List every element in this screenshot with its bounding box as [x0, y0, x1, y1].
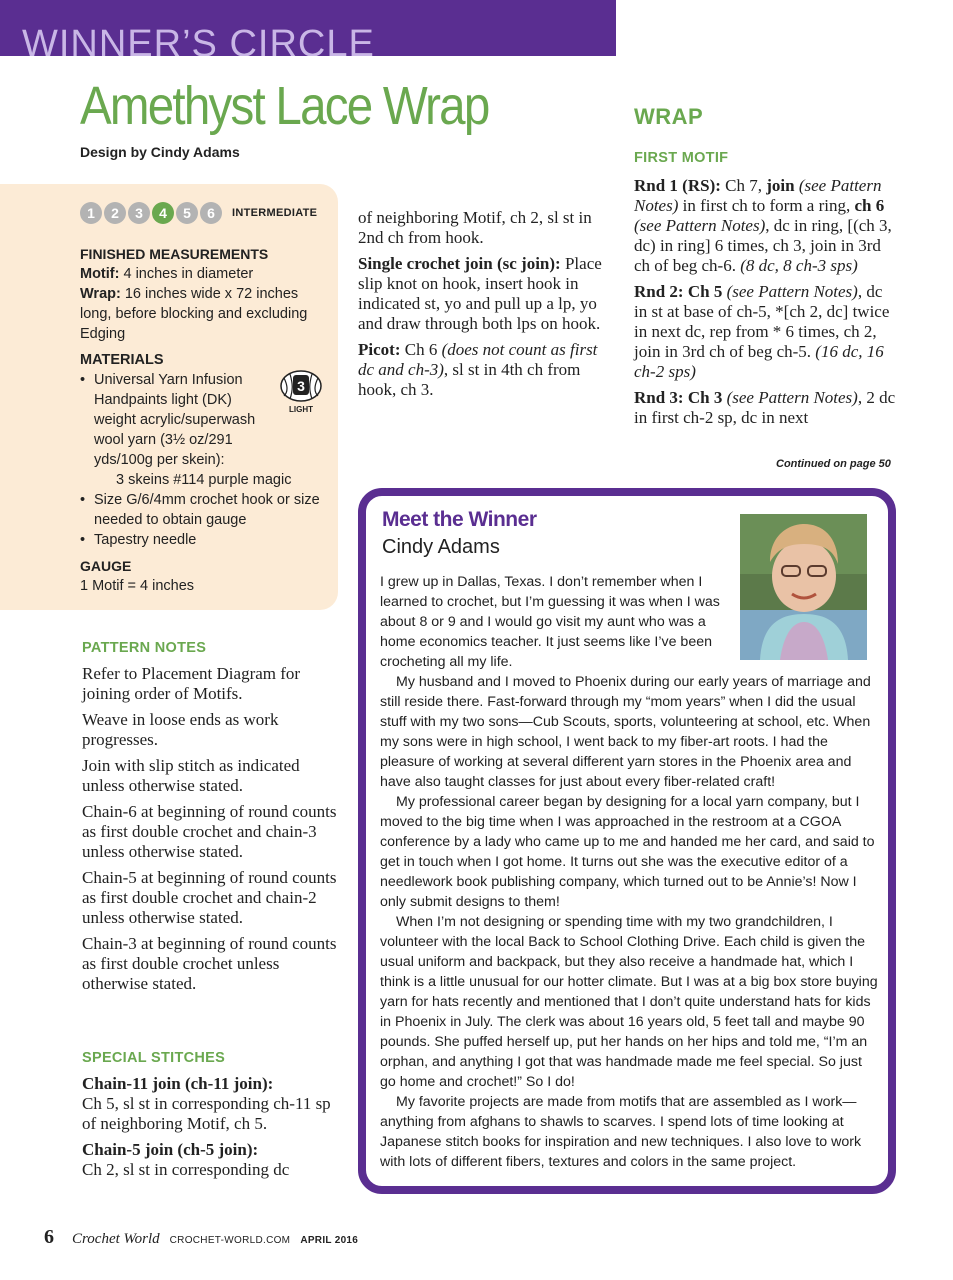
magazine-name: Crochet World — [72, 1231, 160, 1247]
note-item: Join with slip stitch as indicated unless otherwise stated. — [82, 756, 300, 795]
measurements-heading: FINISHED MEASUREMENTS — [80, 246, 269, 262]
winner-story — [380, 572, 878, 1172]
motif-label: Motif: — [80, 266, 120, 282]
continued-note: Continued on page 50 — [776, 458, 891, 470]
ch11-label: Chain-11 join (ch-11 join): — [82, 1074, 274, 1093]
skill-dot: 5 — [176, 202, 198, 224]
pattern-notes — [82, 664, 344, 1000]
ch5-label: Chain-5 join (ch-5 join): — [82, 1140, 259, 1159]
story-paragraph: My professional career began by designing for a local yarn company, but I moved to the big time when I was approached in the restroom at a CGOA conference by a lady who came up to me and handed me her card, and said to get in touch when I got home. It turns out she was the executive editor of a needlework book publishing company, which turned out to be Annie’s! Now I only submit designs to them! — [380, 794, 875, 910]
wrap-value: 16 inches wide x 72 inches long, before blocking and excluding Edging — [80, 286, 308, 342]
note-item: Chain-3 at beginning of round counts as first double crochet unless otherwise stated. — [82, 934, 337, 993]
wrap-instructions — [634, 176, 896, 434]
round-2: Rnd 2: Ch 5 (see Pattern Notes), dc in st at base of ch-5, *[ch 2, dc] twice in next dc, rep from * 6 times, ch 2, join in 3rd ch of beg ch-5. (16 dc, 16 ch-2 sps) — [634, 282, 890, 381]
finished-measurements — [80, 244, 330, 344]
round-1: Rnd 1 (RS): Ch 7, join (see Pattern Notes) in first ch to form a ring, ch 6 (see Pattern Notes), dc in ring, [(ch 3, dc) in ring] 6 times, ch 3, join in 3rd ch of beg ch-6. (8 dc, 8 ch-3 sps) — [634, 176, 892, 275]
materials-heading: MATERIALS — [80, 352, 164, 368]
skill-dot: 1 — [80, 202, 102, 224]
story-paragraph: My husband and I moved to Phoenix during our early years of marriage and still reside there. Fast-forward through my “mom years” when I did the usual stuff with my two sons—Cub Scouts, sports, volunteering at school, etc. When my sons were in high school, I went back to my fiber-art roots. I had the pleasure of working at several different yarn stores in the Phoenix area and have also taught classes for just about every fiber-related craft! — [380, 674, 871, 790]
special-stitches — [82, 1074, 344, 1186]
wrap-heading: WRAP — [634, 104, 704, 129]
page-footer — [44, 1226, 358, 1249]
magazine-url: CROCHET-WORLD.COM — [169, 1235, 291, 1246]
note-item: Refer to Placement Diagram for joining order of Motifs. — [82, 664, 301, 703]
motif-value: 4 inches in diameter — [119, 266, 254, 282]
ch5-text: Ch 2, sl st in corresponding dc — [82, 1160, 290, 1179]
gauge-value: 1 Motif = 4 inches — [80, 578, 195, 594]
story-paragraph: My favorite projects are made from motifs that are assembled as I work—anything from afghans to shawls to scarves. I spend lots of time looking at Japanese stitch books for inspiration and new techniques. I also love to work with lots of different fibers, textures and colors in the same project. — [380, 1094, 862, 1170]
gauge-heading: GAUGE — [80, 558, 132, 574]
yarn-weight-number: 3 — [297, 378, 305, 394]
skill-label: INTERMEDIATE — [232, 207, 318, 219]
gauge — [80, 556, 194, 596]
sc-text: Place slip knot on hook, insert hook in indicated st, yo and pull up a lp, yo and draw through both lps on hook. — [358, 254, 602, 333]
wrap-label: Wrap: — [80, 286, 121, 302]
skill-dot: 6 — [200, 202, 222, 224]
sc-label: Single crochet join (sc join): — [358, 254, 561, 273]
skill-dot: 2 — [104, 202, 126, 224]
materials-list — [80, 370, 330, 550]
yarn-weight-label: LIGHT — [289, 405, 313, 414]
note-item: Weave in loose ends as work progresses. — [82, 710, 279, 749]
materials-subitem: 3 skeins #114 purple magic — [116, 472, 292, 488]
issue-date: APRIL 2016 — [300, 1235, 359, 1246]
round-3: Rnd 3: Ch 3 (see Pattern Notes), 2 dc in first ch-2 sp, dc in next — [634, 388, 896, 427]
page-number: 6 — [44, 1226, 54, 1248]
pattern-notes-heading: PATTERN NOTES — [82, 640, 207, 656]
stitches-column: of neighboring Motif, ch 2, sl st in 2nd ch from hook. Single crochet join (sc join): Place slip knot on hook, insert hook in indicated st, yo and pull up a lp, yo and draw through both lps on hook. Picot: Ch 6 (does not count as first dc and ch-3), sl st in 4th ch from hook, ch 3. — [358, 208, 614, 406]
note-item: Chain-6 at beginning of round counts as first double crochet and chain-3 unless otherwise stated. — [82, 802, 337, 861]
story-paragraph: I grew up in Dallas, Texas. I don’t remember when I learned to crochet, but I’m guessing it was when I was about 8 or 9 and I would go visit my aunt who was a home economics teacher. It just seems like I’ve been crocheting all my life. — [380, 574, 720, 670]
note-item: Chain-5 at beginning of round counts as first double crochet and chain-2 unless otherwise stated. — [82, 868, 337, 927]
meet-title: Meet the Winner — [382, 508, 537, 531]
skill-level — [80, 202, 317, 224]
skill-dot-active: 4 — [152, 202, 174, 224]
story-paragraph: When I’m not designing or spending time with my two grandchildren, I volunteer with the local Back to School Clothing Drive. Each child is given the usual uniform and backpack, but they also receive a handmade hat, which I think is a little unusual for our hotter climate. But I was at a big box store buying yarn for hats recently and mentioned that I don’t quite understand hats for kids in Phoenix in July. The clerk was about 16 years old, 5 feet tall and maybe 90 pounds. She puffed herself up, put her hands on her hips and told me, “I’m an orphan, and anything I got that was handmade made me feel special. So just go home and crochet!” So I do! — [380, 914, 878, 1090]
picot-label: Picot: — [358, 340, 401, 359]
header-banner — [0, 0, 616, 56]
ch5-continued: of neighboring Motif, ch 2, sl st in 2nd ch from hook. — [358, 208, 592, 247]
special-stitches-heading: SPECIAL STITCHES — [82, 1050, 226, 1066]
ch11-text: Ch 5, sl st in corresponding ch-11 sp of neighboring Motif, ch 5. — [82, 1094, 331, 1133]
skill-dot: 3 — [128, 202, 150, 224]
first-motif-heading: FIRST MOTIF — [634, 150, 729, 166]
materials-item: • Universal Yarn Infusion Handpaints light (DK) weight acrylic/superwash wool yarn (3½ oz/291 yds/100g per skein): — [80, 370, 330, 470]
designer-credit: Design by Cindy Adams — [80, 144, 240, 160]
winner-name: Cindy Adams — [382, 536, 500, 558]
materials-item: • Size G/6/4mm crochet hook or size needed to obtain gauge — [80, 490, 330, 530]
materials-item: • Tapestry needle — [80, 530, 330, 550]
section-label: WINNER’S CIRCLE — [22, 23, 375, 56]
page-title: Amethyst Lace Wrap — [80, 76, 489, 136]
